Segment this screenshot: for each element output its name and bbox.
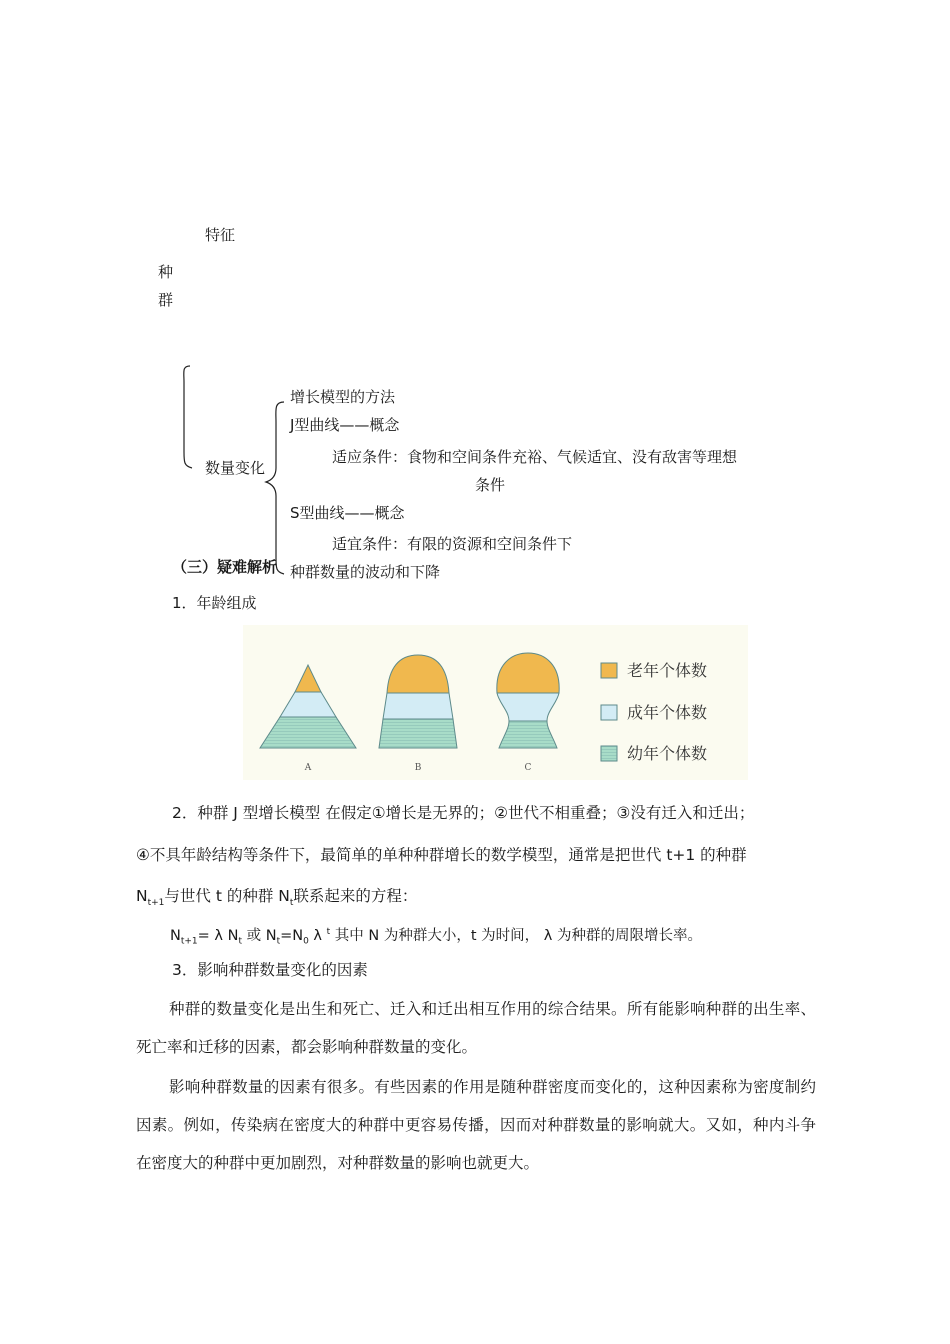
item2-line3-sub: t+1 bbox=[147, 898, 165, 909]
outline-item-j-conditions: 适应条件：食物和空间条件充裕、气候适宜、没有敌害等理想 bbox=[332, 448, 738, 466]
eq-lambda-n: = λ N bbox=[197, 927, 239, 944]
item2-line1: 2．种群 J 型增长模型 在假定①增长是无界的；②世代不相重叠；③没有迁入和迁出； bbox=[172, 804, 755, 822]
paragraph-2-block bbox=[136, 1068, 816, 1182]
eq-explanation: 其中 N 为种群大小，t 为时间， λ 为种群的周限增长率。 bbox=[330, 927, 702, 944]
outline-characteristics: 特征 bbox=[205, 226, 236, 244]
outline-brace-small bbox=[258, 398, 288, 578]
outline-root-char1: 种 bbox=[158, 263, 174, 281]
outline-item-s-conditions: 适宜条件：有限的资源和空间条件下 bbox=[332, 535, 573, 553]
pyramid-a bbox=[260, 665, 356, 748]
paragraph-1-block bbox=[136, 990, 816, 1066]
outline-item-fluctuation: 种群数量的波动和下降 bbox=[290, 563, 441, 581]
legend-label-adult: 成年个体数 bbox=[627, 703, 708, 722]
eq-sub3: t bbox=[276, 936, 281, 947]
eq-sub1: t+1 bbox=[180, 936, 198, 947]
outline-item-j-conditions-cont: 条件 bbox=[475, 476, 506, 494]
paragraph-2: 影响种群数量的因素有很多。有些因素的作用是随种群密度而变化的，这种因素称为密度制约因素。例如，传染病在密度大的种群中更容易传播，因而对种群数量的影响就大。又如，种内斗争在密度大的种群中更加剧烈，对种群数量的影响也就更大。 bbox=[136, 1078, 816, 1172]
outline-root-char2: 群 bbox=[158, 291, 174, 309]
outline-brace-large bbox=[170, 362, 210, 472]
item2-line2: ④不具年龄结构等条件下，最简单的单种种群增长的数学模型，通常是把世代 t+1 的种群 bbox=[136, 846, 747, 864]
eq-lambda: λ bbox=[308, 927, 327, 944]
shape-label-a: A bbox=[304, 763, 312, 773]
age-structure-figure bbox=[243, 625, 748, 780]
paragraph-1: 种群的数量变化是出生和死亡、迁入和迁出相互作用的综合结果。所有能影响种群的出生率、死亡率和迁移的因素，都会影响种群数量的变化。 bbox=[136, 1000, 816, 1056]
item2-line3 bbox=[136, 886, 417, 913]
eq-n: N bbox=[170, 927, 181, 944]
item3-title: 3．影响种群数量变化的因素 bbox=[172, 961, 368, 979]
eq-sup: t bbox=[326, 927, 331, 937]
eq-or: 或 N bbox=[241, 927, 277, 944]
outline-item-j-curve: J型曲线——概念 bbox=[290, 416, 400, 434]
section-heading: （三）疑难解析 bbox=[172, 558, 278, 576]
legend-label-young: 幼年个体数 bbox=[627, 744, 708, 763]
legend-swatch-adult bbox=[601, 705, 617, 720]
age-structure-svg bbox=[243, 625, 748, 780]
item1-title: 1．年龄组成 bbox=[172, 594, 257, 612]
pyramid-c bbox=[497, 653, 559, 748]
eq-sub4: 0 bbox=[303, 936, 309, 947]
outline-quantity-change: 数量变化 bbox=[205, 459, 266, 477]
eq-n0: =N bbox=[280, 927, 304, 944]
legend-swatch-old bbox=[601, 663, 617, 678]
item2-equation bbox=[170, 922, 702, 952]
shape-label-b: B bbox=[414, 763, 422, 773]
outline-item-method: 增长模型的方法 bbox=[290, 388, 396, 406]
outline-item-s-curve: S型曲线——概念 bbox=[290, 504, 405, 522]
legend bbox=[601, 661, 707, 763]
shape-label-c: C bbox=[524, 763, 532, 773]
item2-line3-sub2: t bbox=[289, 898, 294, 909]
item2-line3-n: N bbox=[136, 887, 148, 905]
legend-label-old: 老年个体数 bbox=[627, 661, 708, 680]
eq-sub2: t bbox=[238, 936, 242, 947]
item2-line3-mid: 与世代 t 的种群 N bbox=[164, 887, 290, 905]
pyramid-b bbox=[379, 655, 457, 748]
item2-line3-end: 联系起来的方程： bbox=[293, 887, 418, 905]
